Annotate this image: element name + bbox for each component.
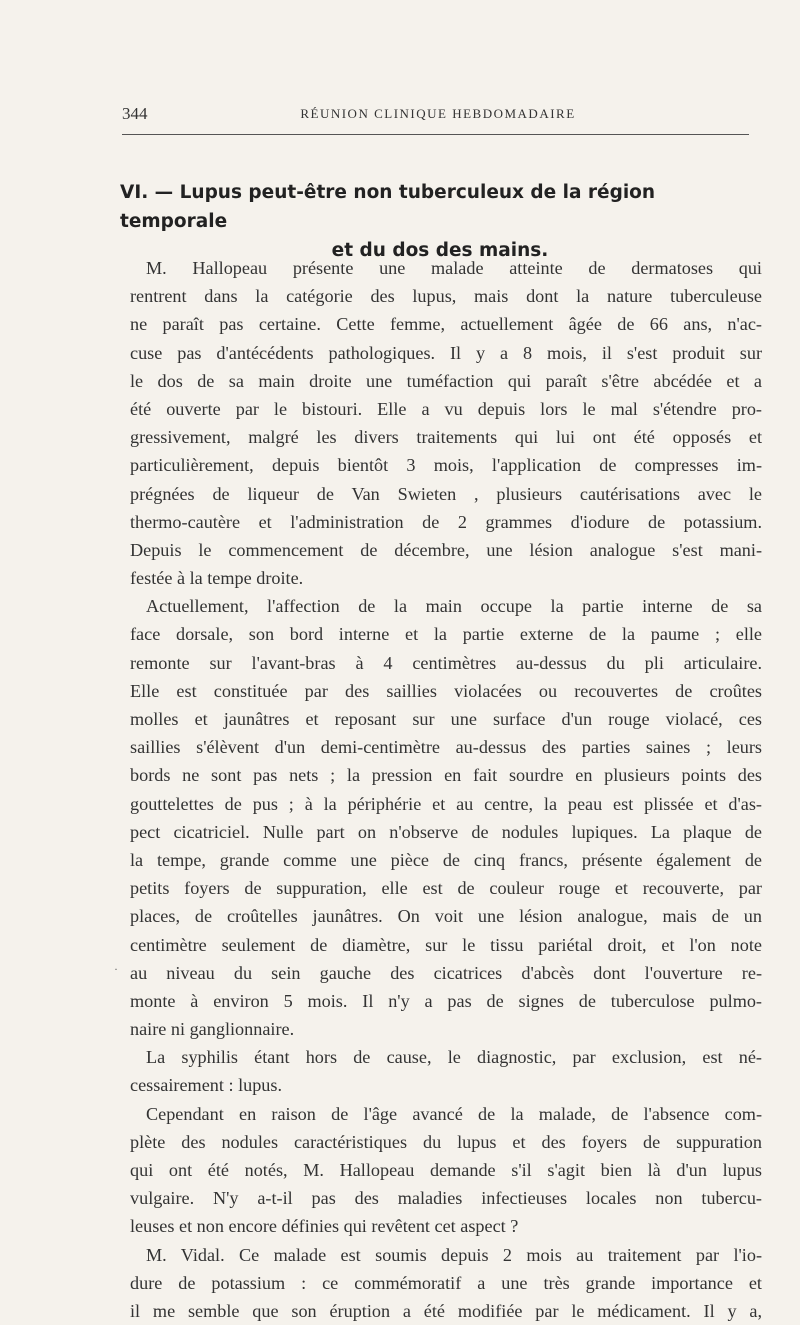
text-line: été ouverte par le bistouri. Elle a vu depuis lors le mal s'étendre pro-	[130, 398, 762, 419]
text-line: Elle est constituée par des saillies violacées ou recouvertes de croûtes	[130, 680, 762, 701]
text-line: saillies s'élèvent d'un demi-centimètre au-dessus des parties saines ; leurs	[130, 737, 762, 758]
text-line: naire ni ganglionnaire.	[130, 1019, 295, 1040]
body-text	[130, 254, 762, 1325]
text-line: qui ont été notés, M. Hallopeau demande s'il s'agit bien là d'un lupus	[130, 1160, 762, 1180]
text-line: M. Vidal. Ce malade est soumis depuis 2 mois au traitement par l'io-	[146, 1244, 762, 1265]
text-line: particulièrement, depuis bientôt 3 mois, l'application de compresses im-	[130, 455, 762, 476]
text-line: festée à la tempe droite.	[130, 568, 304, 589]
text-line: centimètre seulement de diamètre, sur le tissu pariétal droit, et l'on note	[130, 934, 762, 955]
page-number: 344	[122, 104, 148, 123]
running-head	[122, 104, 754, 128]
text-line: places, de croûtelles jaunâtres. On voit une lésion analogue, mais de un	[130, 906, 762, 927]
text-line: thermo-cautère et l'administration de 2 grammes d'iodure de potassium.	[130, 511, 762, 532]
text-line: gressivement, malgré les divers traitements qui lui ont été opposés et	[130, 427, 762, 448]
text-line: petits foyers de suppuration, elle est de couleur rouge et recouverte, par	[130, 878, 762, 899]
text-line: Actuellement, l'affection de la main occupe la partie interne de sa	[146, 596, 762, 617]
text-line: pect cicatriciel. Nulle part on n'observe de nodules lupiques. La plaque de	[130, 821, 762, 842]
text-line: dure de potassium : ce commémoratif a une très grande importance et	[130, 1272, 762, 1293]
text-line: leuses et non encore définies qui revêtent cet aspect ?	[130, 1216, 519, 1237]
text-line: gouttelettes de pus ; à la périphérie et au centre, la peau est plissée et d'as-	[130, 793, 762, 814]
text-line: molles et jaunâtres et reposant sur une surface d'un rouge violacé, ces	[130, 709, 762, 729]
section-title-line-2: et du dos des mains.	[331, 240, 549, 261]
text-line: La syphilis étant hors de cause, le diagnostic, par exclusion, est né-	[146, 1047, 762, 1068]
text-line: Depuis le commencement de décembre, une lésion analogue s'est mani-	[130, 539, 762, 560]
text-line: cuse pas d'antécédents pathologiques. Il y a 8 mois, il s'est produit sur	[130, 342, 762, 363]
text-line: remonte sur l'avant-bras à 4 centimètres au-dessus du pli articulaire.	[130, 652, 762, 673]
text-line: cessairement : lupus.	[130, 1075, 283, 1096]
text-line: plète des nodules caractéristiques du lupus et des foyers de suppuration	[130, 1131, 762, 1152]
text-line: face dorsale, son bord interne et la partie externe de la paume ; elle	[130, 624, 762, 645]
text-line: Cependant en raison de l'âge avancé de la malade, de l'absence com-	[146, 1103, 762, 1124]
text-line: la tempe, grande comme une pièce de cinq francs, présente également de	[130, 849, 762, 870]
section-title	[120, 178, 760, 265]
text-line: M. Hallopeau présente une malade atteinte de dermatoses qui	[146, 258, 762, 278]
text-line: monte à environ 5 mois. Il n'y a pas de signes de tuberculose pulmo-	[130, 990, 762, 1011]
text-line: vulgaire. N'y a-t-il pas des maladies infectieuses locales non tubercu-	[130, 1188, 762, 1209]
margin-mark: ·	[114, 962, 118, 976]
text-line: il me semble que son éruption a été modifiée par le médicament. Il y a,	[130, 1300, 762, 1321]
header-rule	[122, 134, 749, 135]
text-line: ne paraît pas certaine. Cette femme, actuellement âgée de 66 ans, n'ac-	[130, 314, 762, 335]
running-title: RÉUNION CLINIQUE HEBDOMADAIRE	[300, 106, 576, 121]
section-title-line-1: VI. — Lupus peut-être non tuberculeux de la région temporale	[120, 182, 656, 232]
text-line: au niveau du sein gauche des cicatrices d'abcès dont l'ouverture re-	[130, 962, 762, 983]
text-line: rentrent dans la catégorie des lupus, mais dont la nature tuberculeuse	[130, 286, 762, 307]
text-line: bords ne sont pas nets ; la pression en fait sourdre en plusieurs points des	[130, 765, 762, 786]
text-line: le dos de sa main droite une tuméfaction qui paraît s'être abcédée et a	[130, 370, 762, 391]
text-line: prégnées de liqueur de Van Swieten , plusieurs cautérisations avec le	[130, 483, 762, 504]
